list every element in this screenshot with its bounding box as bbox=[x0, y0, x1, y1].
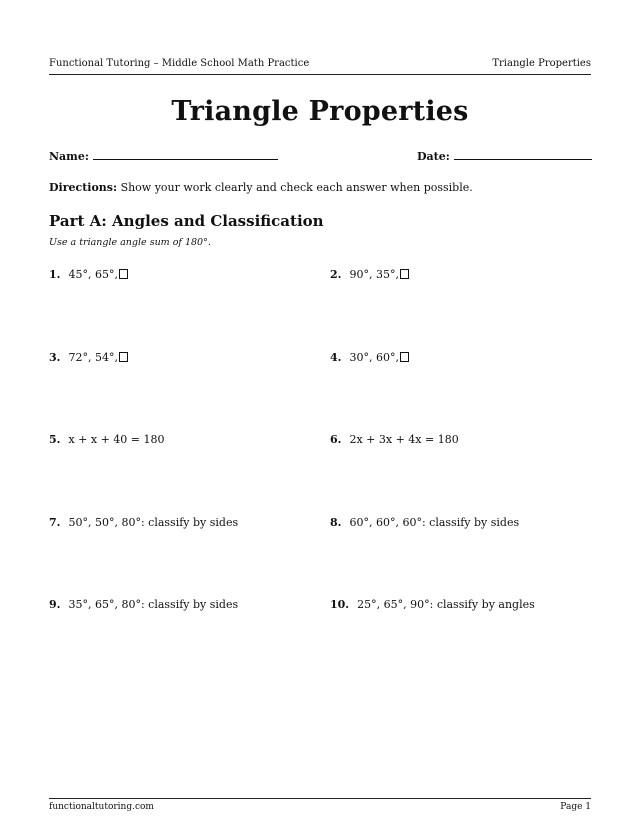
problem-9 bbox=[49, 598, 238, 611]
answer-box[interactable] bbox=[119, 269, 128, 279]
date-label: Date: bbox=[417, 150, 450, 163]
problem-6 bbox=[330, 433, 459, 446]
problem-4 bbox=[330, 351, 409, 364]
section-title-part-a: Part A: Angles and Classification bbox=[49, 212, 324, 230]
page-number: Page 1 bbox=[560, 802, 591, 812]
problem-text: 72°, 54°, bbox=[68, 351, 118, 364]
problem-7 bbox=[49, 516, 238, 529]
problem-number: 6. bbox=[330, 433, 342, 446]
running-header bbox=[49, 58, 591, 75]
problem-1 bbox=[49, 268, 128, 281]
problem-text: 90°, 35°, bbox=[349, 268, 399, 281]
answer-box[interactable] bbox=[119, 352, 128, 362]
section-note: Use a triangle angle sum of 180°. bbox=[49, 237, 211, 248]
problem-number: 2. bbox=[330, 268, 342, 281]
problem-text: 50°, 50°, 80°: classify by sides bbox=[68, 516, 239, 529]
running-footer bbox=[49, 798, 591, 812]
name-label: Name: bbox=[49, 150, 89, 163]
footer-website: functionaltutoring.com bbox=[49, 802, 154, 812]
problem-number: 1. bbox=[49, 268, 61, 281]
header-left-text: Functional Tutoring – Middle School Math Practice bbox=[49, 58, 310, 69]
problem-3 bbox=[49, 351, 128, 364]
directions-text: Show your work clearly and check each answer when possible. bbox=[120, 181, 473, 194]
problem-text: 45°, 65°, bbox=[68, 268, 118, 281]
problem-8 bbox=[330, 516, 519, 529]
directions bbox=[49, 181, 473, 194]
problem-equation: 2x + 3x + 4x = 180 bbox=[349, 433, 459, 446]
date-blank-line[interactable] bbox=[454, 148, 592, 160]
name-field bbox=[49, 148, 278, 163]
problem-2 bbox=[330, 268, 409, 281]
problem-number: 8. bbox=[330, 516, 342, 529]
problem-number: 10. bbox=[330, 598, 350, 611]
page-title: Triangle Properties bbox=[171, 96, 469, 127]
answer-box[interactable] bbox=[400, 352, 409, 362]
problem-text: 25°, 65°, 90°: classify by angles bbox=[357, 598, 535, 611]
problem-10 bbox=[330, 598, 535, 611]
problem-number: 9. bbox=[49, 598, 61, 611]
problem-equation: x + x + 40 = 180 bbox=[68, 433, 165, 446]
problem-5 bbox=[49, 433, 165, 446]
date-field bbox=[417, 148, 592, 163]
problem-text: 30°, 60°, bbox=[349, 351, 399, 364]
answer-box[interactable] bbox=[400, 269, 409, 279]
problem-number: 5. bbox=[49, 433, 61, 446]
problem-number: 4. bbox=[330, 351, 342, 364]
directions-label: Directions: bbox=[49, 181, 118, 194]
name-blank-line[interactable] bbox=[93, 148, 278, 160]
problem-number: 3. bbox=[49, 351, 61, 364]
problem-text: 35°, 65°, 80°: classify by sides bbox=[68, 598, 239, 611]
header-right-text: Triangle Properties bbox=[492, 58, 591, 69]
problem-text: 60°, 60°, 60°: classify by sides bbox=[349, 516, 520, 529]
problem-number: 7. bbox=[49, 516, 61, 529]
